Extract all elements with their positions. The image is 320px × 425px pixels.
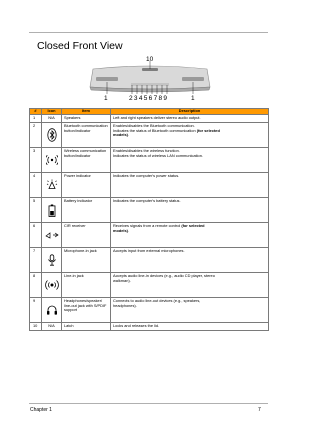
row-description: Enables/disables the Bluetooth communication. Indicates the status of Bluetooth communication (for selected models). xyxy=(111,123,269,148)
row-description: Indicates the computer's battery status. xyxy=(111,198,269,223)
bluetooth-icon xyxy=(42,123,62,148)
row-icon-text: N/A xyxy=(42,115,62,123)
wireless-icon xyxy=(42,148,62,173)
header-icon: Icon xyxy=(42,109,62,115)
table-row xyxy=(30,123,269,148)
row-number: 8 xyxy=(30,273,42,298)
row-icon-text: N/A xyxy=(42,323,62,331)
headphones-icon xyxy=(42,298,62,323)
table-row xyxy=(30,198,269,223)
row-description: Receives signals from a remote control (for selected models). xyxy=(111,223,269,248)
row-description: Accepts input from external microphones. xyxy=(111,248,269,273)
cir-receiver-icon xyxy=(42,223,62,248)
row-item: Microphone-in jack xyxy=(62,248,111,273)
table-row xyxy=(30,248,269,273)
row-description: Indicates the computer's power status. xyxy=(111,173,269,198)
row-number: 9 xyxy=(30,298,42,323)
row-item: Latch xyxy=(62,323,111,331)
battery-icon xyxy=(42,198,62,223)
row-item: Headphones/speaker/ line-out jack with S/PDIF support xyxy=(62,298,111,323)
callout-series: 23456789 xyxy=(129,95,169,102)
table-row xyxy=(30,173,269,198)
row-number: 5 xyxy=(30,198,42,223)
row-number: 2 xyxy=(30,123,42,148)
header-item: Item xyxy=(62,109,111,115)
row-number: 6 xyxy=(30,223,42,248)
row-item: Bluetooth communication button/indicator xyxy=(62,123,111,148)
footer-chapter: Chapter 1 xyxy=(30,407,52,413)
table-row xyxy=(30,223,269,248)
footer-rule xyxy=(29,403,268,404)
row-number: 10 xyxy=(30,323,42,331)
row-number: 4 xyxy=(30,173,42,198)
row-item: Wireless communication button/indicator xyxy=(62,148,111,173)
page-title: Closed Front View xyxy=(37,40,123,52)
table-row xyxy=(30,115,269,123)
row-number: 3 xyxy=(30,148,42,173)
row-description: Accepts audio line-in devices (e.g., audio CD player, stereo walkman). xyxy=(111,273,269,298)
row-item: Line-in jack xyxy=(62,273,111,298)
row-description: Locks and releases the lid. xyxy=(111,323,269,331)
row-item: CIR receiver xyxy=(62,223,111,248)
footer-page-number: 7 xyxy=(258,407,261,413)
row-description: Left and right speakers deliver stereo audio output. xyxy=(111,115,269,123)
power-indicator-icon xyxy=(42,173,62,198)
row-description: Connects to audio line-out devices (e.g., speakers, headphones). xyxy=(111,298,269,323)
row-item: Battery indicator xyxy=(62,198,111,223)
microphone-icon xyxy=(42,248,62,273)
header-rule xyxy=(29,32,268,33)
row-number: 7 xyxy=(30,248,42,273)
line-in-icon xyxy=(42,273,62,298)
callout-left-speaker: 1 xyxy=(104,95,108,102)
row-number: 1 xyxy=(30,115,42,123)
row-item: Power indicator xyxy=(62,173,111,198)
table-row xyxy=(30,148,269,173)
header-number: # xyxy=(30,109,42,115)
header-description: Description xyxy=(111,109,269,115)
callout-latch: 10 xyxy=(146,56,154,63)
table-row xyxy=(30,298,269,323)
table-row xyxy=(30,273,269,298)
callout-right-speaker: 1 xyxy=(191,95,195,102)
row-item: Speakers xyxy=(62,115,111,123)
row-description: Enables/disables the wireless function. Indicates the status of wireless LAN communication. xyxy=(111,148,269,173)
table-row xyxy=(30,323,269,331)
spec-table xyxy=(29,108,269,331)
